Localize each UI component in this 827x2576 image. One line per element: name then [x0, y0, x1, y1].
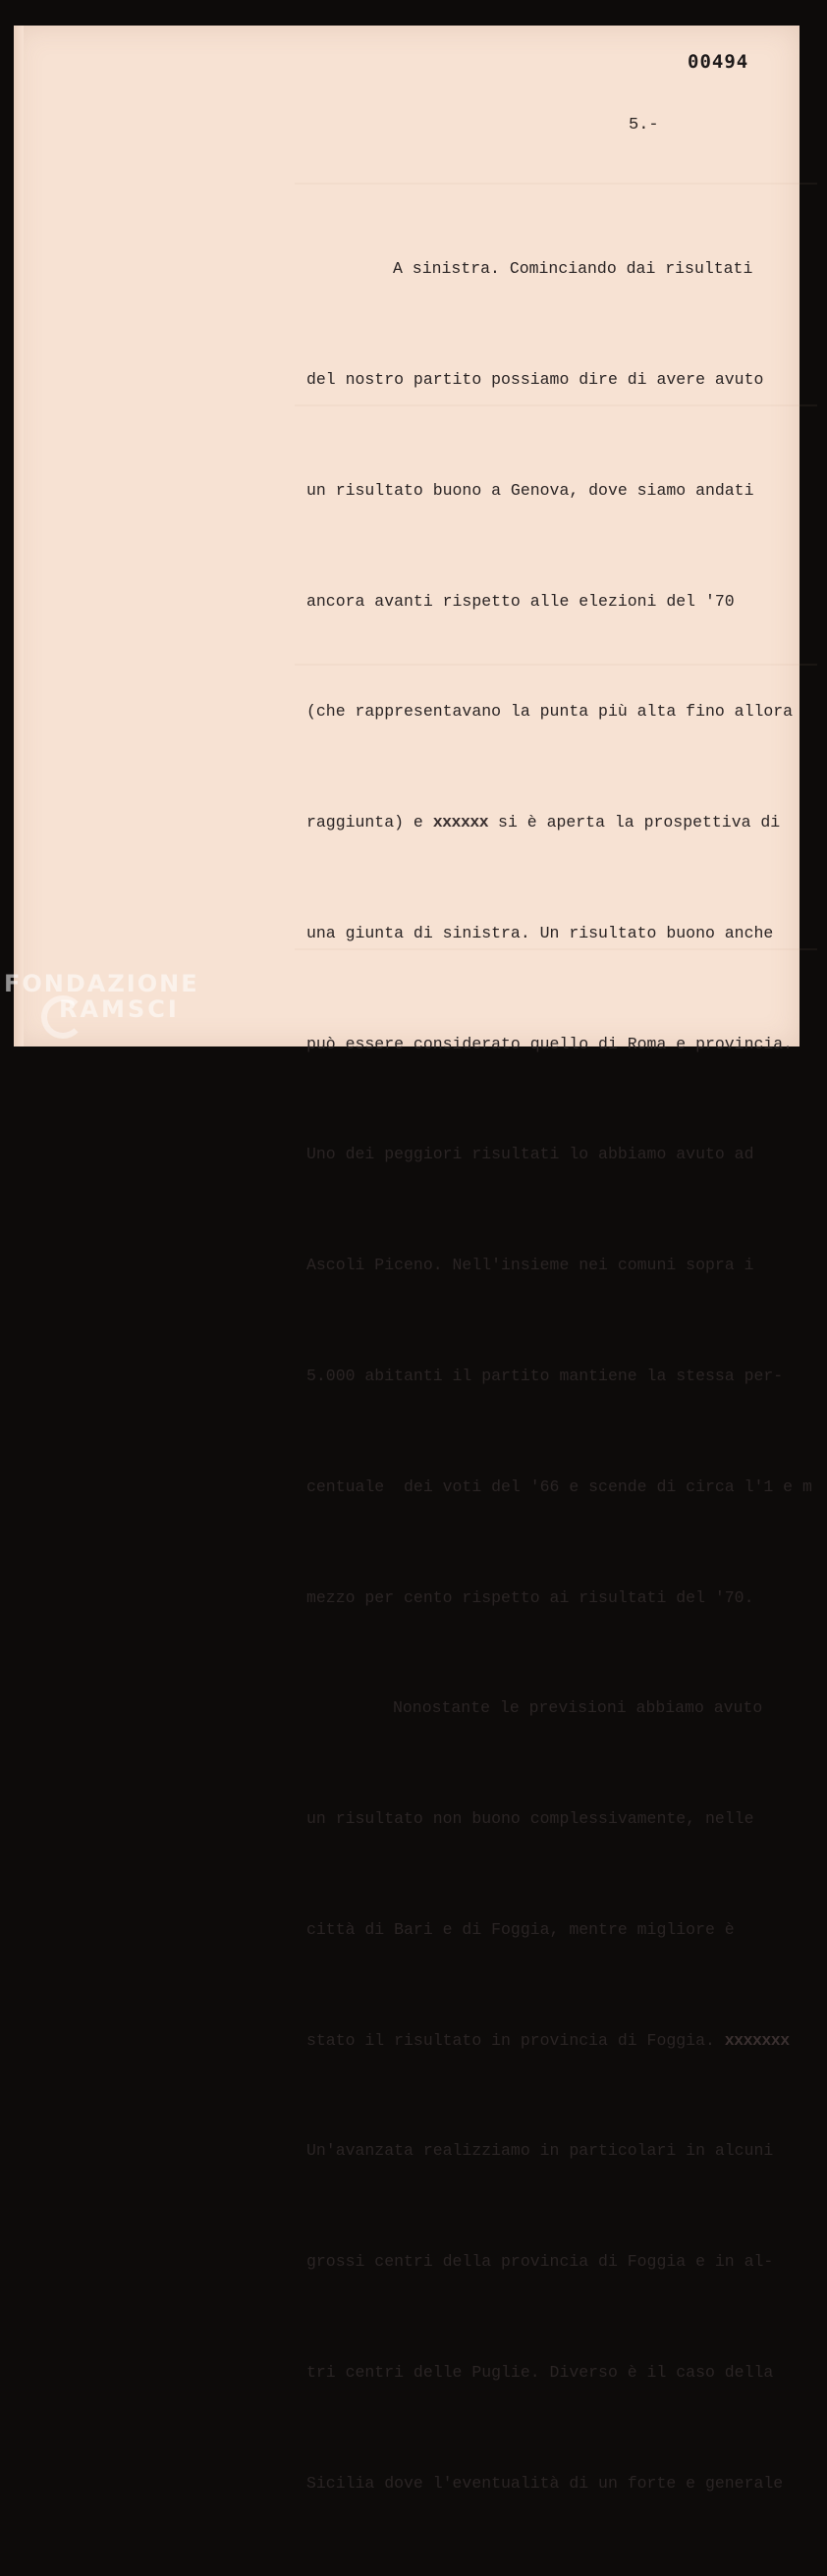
- struck-out-text: xxxxxxx: [724, 2030, 790, 2050]
- text-line: [306, 804, 817, 841]
- text-line: [306, 2022, 817, 2060]
- text-line: Sicilia dove l'eventualità di un forte e generale: [306, 2473, 784, 2493]
- text-line: Un'avanzata realizziamo in particolari in alcuni: [306, 2141, 774, 2161]
- typed-body-text: [306, 177, 817, 2576]
- text-line: mezzo per cento rispetto ai risultati del '70.: [306, 1587, 754, 1607]
- text-segment: si è aperta la prospettiva di: [488, 813, 781, 832]
- text-line: una giunta di sinistra. Un risultato buono anche: [306, 923, 774, 942]
- text-line: tri centri delle Puglie. Diverso è il caso della: [306, 2363, 774, 2383]
- text-line: può essere considerato quello di Roma e provincia.: [306, 1034, 794, 1053]
- archive-number: 00494: [688, 51, 749, 73]
- text-line: città di Bari e di Foggia, mentre migliore è: [306, 1919, 735, 1939]
- text-line: A sinistra. Cominciando dai risultati: [393, 259, 753, 279]
- text-line: un risultato buono a Genova, dove siamo andati: [306, 480, 754, 500]
- text-line: Uno dei peggiori risultati lo abbiamo avuto ad: [306, 1145, 754, 1164]
- watermark-line2: RAMSCI: [59, 995, 180, 1023]
- text-line: grossi centri della provincia di Foggia e in al-: [306, 2252, 774, 2272]
- text-line: (che rappresentavano la punta più alta fino allora: [306, 702, 794, 722]
- page-number: 5.-: [629, 116, 659, 134]
- text-line: ancora avanti rispetto alle elezioni del '70: [306, 591, 735, 611]
- paper-left-edge: [14, 26, 24, 1046]
- text-segment: stato il risultato in provincia di Foggia.: [306, 2030, 715, 2050]
- text-line: Nonostante le previsioni abbiamo avuto: [393, 1698, 763, 1718]
- watermark: [4, 972, 199, 1021]
- struck-out-text: xxxxxx: [432, 813, 489, 832]
- text-line: Ascoli Piceno. Nell'insieme nei comuni sopra i: [306, 1256, 754, 1275]
- watermark-line1: FONDAZIONE: [4, 970, 199, 997]
- text-line: del nostro partito possiamo dire di avere avuto: [306, 369, 764, 389]
- text-segment: raggiunta) e: [306, 813, 423, 832]
- text-line: 5.000 abitanti il partito mantiene la stessa per-: [306, 1367, 784, 1385]
- text-line: un risultato non buono complessivamente, nelle: [306, 1809, 754, 1829]
- text-line: centuale dei voti del '66 e scende di circa l'1 e m: [306, 1476, 812, 1496]
